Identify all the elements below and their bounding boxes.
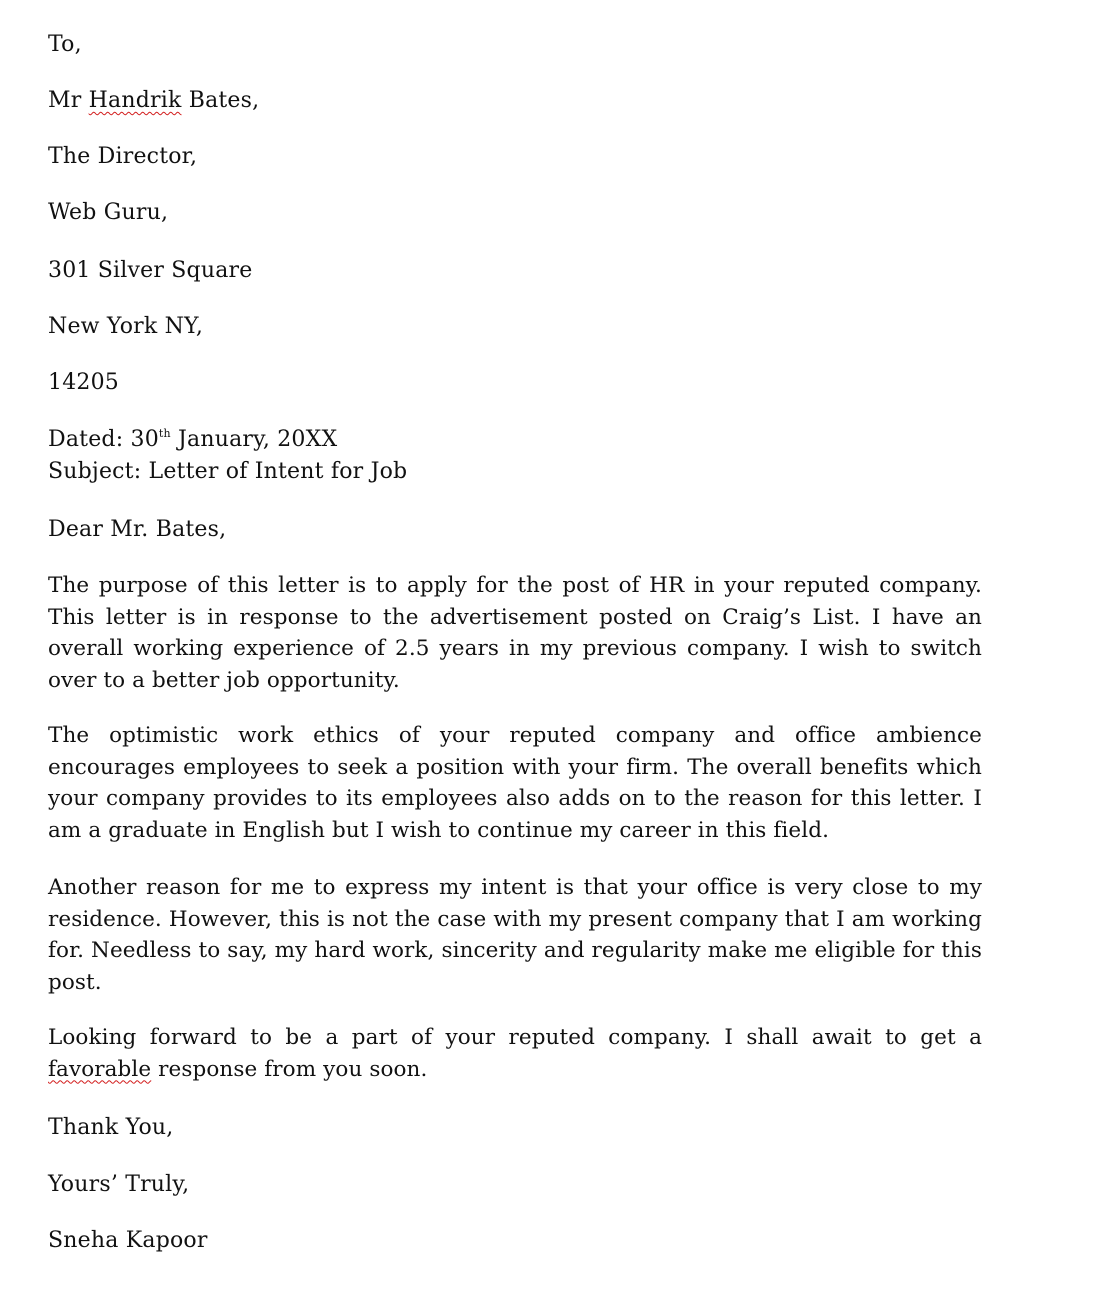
subject-line: Subject: Letter of Intent for Job bbox=[48, 459, 408, 484]
paragraph-ethics: The optimistic work ethics of your reputed company and office ambience encourages employees to seek a position with your firm. The overall benefits which your company provides to its employees also adds on to the reason for this letter. I am a graduate in English but I wish to continue my career in this field. bbox=[48, 723, 982, 843]
dated-label: Dated: bbox=[48, 427, 124, 452]
to-line: To, bbox=[48, 32, 82, 57]
date-rest: January, 20XX bbox=[178, 427, 338, 452]
closing-text-start: Looking forward to be a part of your reputed company. I shall await to get a bbox=[48, 1025, 982, 1050]
paragraph-reason: Another reason for me to express my intent is that your office is very close to my residence. However, this is not the case with my present company that I am working for. Needless to say, my hard work, sincerity and regularity make me eligible for this post. bbox=[48, 875, 982, 995]
city-line: New York NY, bbox=[48, 314, 204, 339]
recipient-title: The Director, bbox=[48, 144, 198, 169]
closing-misspelled-word: favorable bbox=[48, 1056, 152, 1082]
thanks-line: Thank You, bbox=[48, 1115, 174, 1140]
paragraph-closing bbox=[48, 1022, 982, 1085]
recipient-first-name: Handrik bbox=[88, 88, 182, 113]
zip-code: 14205 bbox=[48, 370, 119, 395]
paragraph-purpose: The purpose of this letter is to apply for the post of HR in your reputed company. This letter is in response to the advertisement posted on Craig’s List. I have an overall working experience of 2.5 years in my previous company. I wish to switch over to a better job opportunity. bbox=[48, 573, 982, 693]
closing-text-end: response from you soon. bbox=[158, 1056, 428, 1082]
recipient-prefix: Mr bbox=[48, 88, 82, 113]
date-line bbox=[48, 427, 337, 453]
recipient-name bbox=[48, 88, 259, 114]
company-name: Web Guru, bbox=[48, 200, 169, 225]
signature-name: Sneha Kapoor bbox=[48, 1228, 208, 1253]
date-day: 30 bbox=[130, 427, 159, 452]
greeting: Dear Mr. Bates, bbox=[48, 517, 227, 542]
recipient-last-name: Bates, bbox=[188, 88, 260, 113]
date-suffix: th bbox=[158, 427, 171, 440]
signoff-line: Yours’ Truly, bbox=[48, 1172, 190, 1197]
street-address: 301 Silver Square bbox=[48, 258, 253, 283]
